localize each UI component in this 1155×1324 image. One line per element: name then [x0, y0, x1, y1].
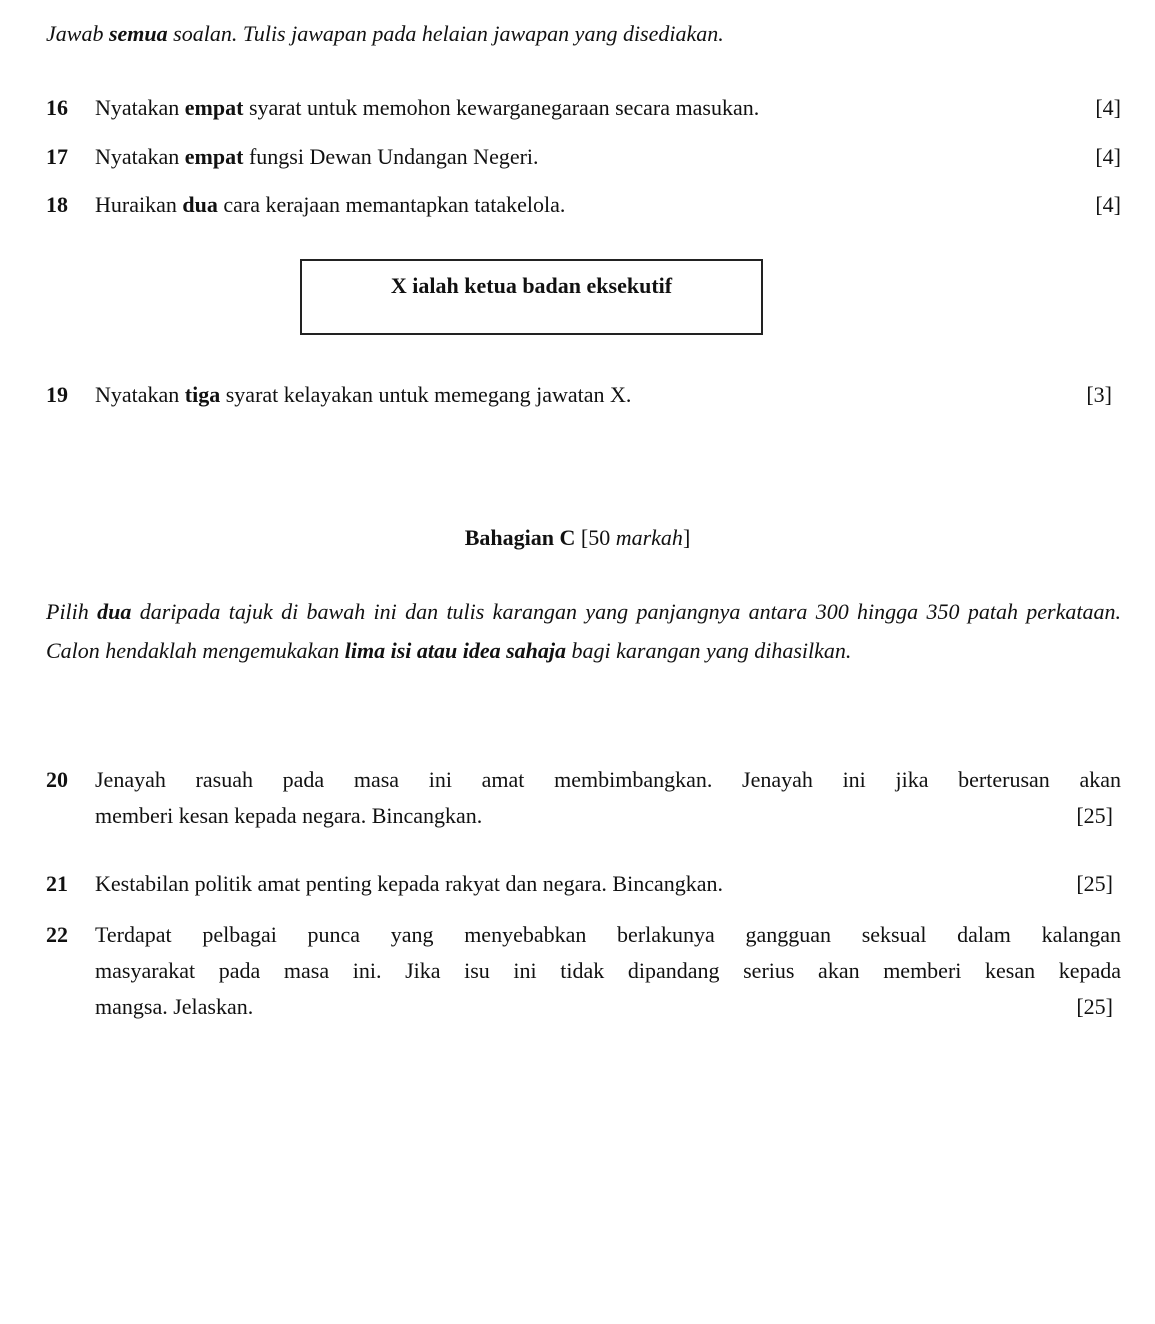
- question-text: Huraikan: [95, 192, 183, 217]
- instruction-text: daripada tajuk di bawah ini dan tulis karangan yang panjangnya antara 300 hingga 350 patah perkataan. Calon hendaklah mengemukakan: [46, 599, 1121, 663]
- question-text: masyarakat pada masa ini. Jika isu ini tidak dipandang serius akan memberi kesan kepada: [95, 958, 1121, 983]
- question-text: Nyatakan: [95, 144, 185, 169]
- header-instruction: [46, 16, 1119, 52]
- question-text: memberi kesan kepada negara. Bincangkan.: [95, 803, 483, 828]
- question-text: Nyatakan: [95, 95, 185, 120]
- question-number: 17: [46, 144, 68, 169]
- question-text: fungsi Dewan Undangan Negeri.: [243, 144, 539, 169]
- instruction-bold: lima isi atau idea sahaja: [344, 638, 567, 663]
- instruction-text: Pilih: [46, 599, 98, 624]
- stimulus-box: [300, 259, 763, 335]
- question-number: 19: [46, 382, 68, 407]
- question-mark: [4]: [1095, 192, 1121, 217]
- section-marks-close: ]: [682, 525, 691, 550]
- question-20: [46, 762, 1121, 834]
- question-text: Terdapat pelbagai punca yang menyebabkan berlakunya gangguan seksual dalam kalangan: [95, 922, 1121, 947]
- question-mark: [25]: [1076, 871, 1113, 896]
- stimulus-box-text: X ialah ketua badan eksekutif: [390, 273, 673, 298]
- question-mark: [4]: [1095, 144, 1121, 169]
- question-number: 18: [46, 192, 68, 217]
- question-number: 16: [46, 95, 68, 120]
- question-text: cara kerajaan memantapkan tatakelola.: [217, 192, 566, 217]
- question-21: [46, 866, 1121, 902]
- question-19: [46, 377, 1112, 413]
- question-18: [46, 187, 1121, 223]
- section-instruction: [46, 592, 1121, 670]
- header-instruction-text: Jawab: [46, 21, 109, 46]
- question-bold: empat: [184, 95, 244, 120]
- question-number: 21: [46, 871, 68, 896]
- question-16: [46, 90, 1121, 126]
- question-bold: dua: [182, 192, 218, 217]
- instruction-text: bagi karangan yang dihasilkan.: [566, 638, 852, 663]
- question-mark: [4]: [1095, 95, 1121, 120]
- header-instruction-text-2: soalan. Tulis jawapan pada helaian jawapan yang disediakan.: [167, 21, 724, 46]
- question-number: 22: [46, 922, 68, 947]
- question-mark: [3]: [1086, 382, 1112, 407]
- section-marks-word: markah: [615, 525, 683, 550]
- section-title-text: Bahagian C: [464, 525, 576, 550]
- question-bold: empat: [184, 144, 244, 169]
- question-number: 20: [46, 767, 68, 792]
- question-bold: tiga: [184, 382, 221, 407]
- section-marks-open: [50: [575, 525, 616, 550]
- question-text: syarat kelayakan untuk memegang jawatan X.: [220, 382, 632, 407]
- question-mark: [25]: [1076, 994, 1113, 1019]
- header-instruction-bold: semua: [108, 21, 168, 46]
- question-text: mangsa. Jelaskan.: [95, 994, 254, 1019]
- instruction-bold: dua: [97, 599, 132, 624]
- question-text: Nyatakan: [95, 382, 185, 407]
- question-mark: [25]: [1076, 803, 1113, 828]
- section-title: [0, 520, 1155, 556]
- question-text: Jenayah rasuah pada masa ini amat membimbangkan. Jenayah ini jika berterusan akan: [95, 767, 1121, 792]
- question-22: [46, 917, 1121, 1025]
- question-text: syarat untuk memohon kewarganegaraan secara masukan.: [243, 95, 760, 120]
- question-17: [46, 139, 1121, 175]
- question-text: Kestabilan politik amat penting kepada rakyat dan negara. Bincangkan.: [95, 871, 723, 896]
